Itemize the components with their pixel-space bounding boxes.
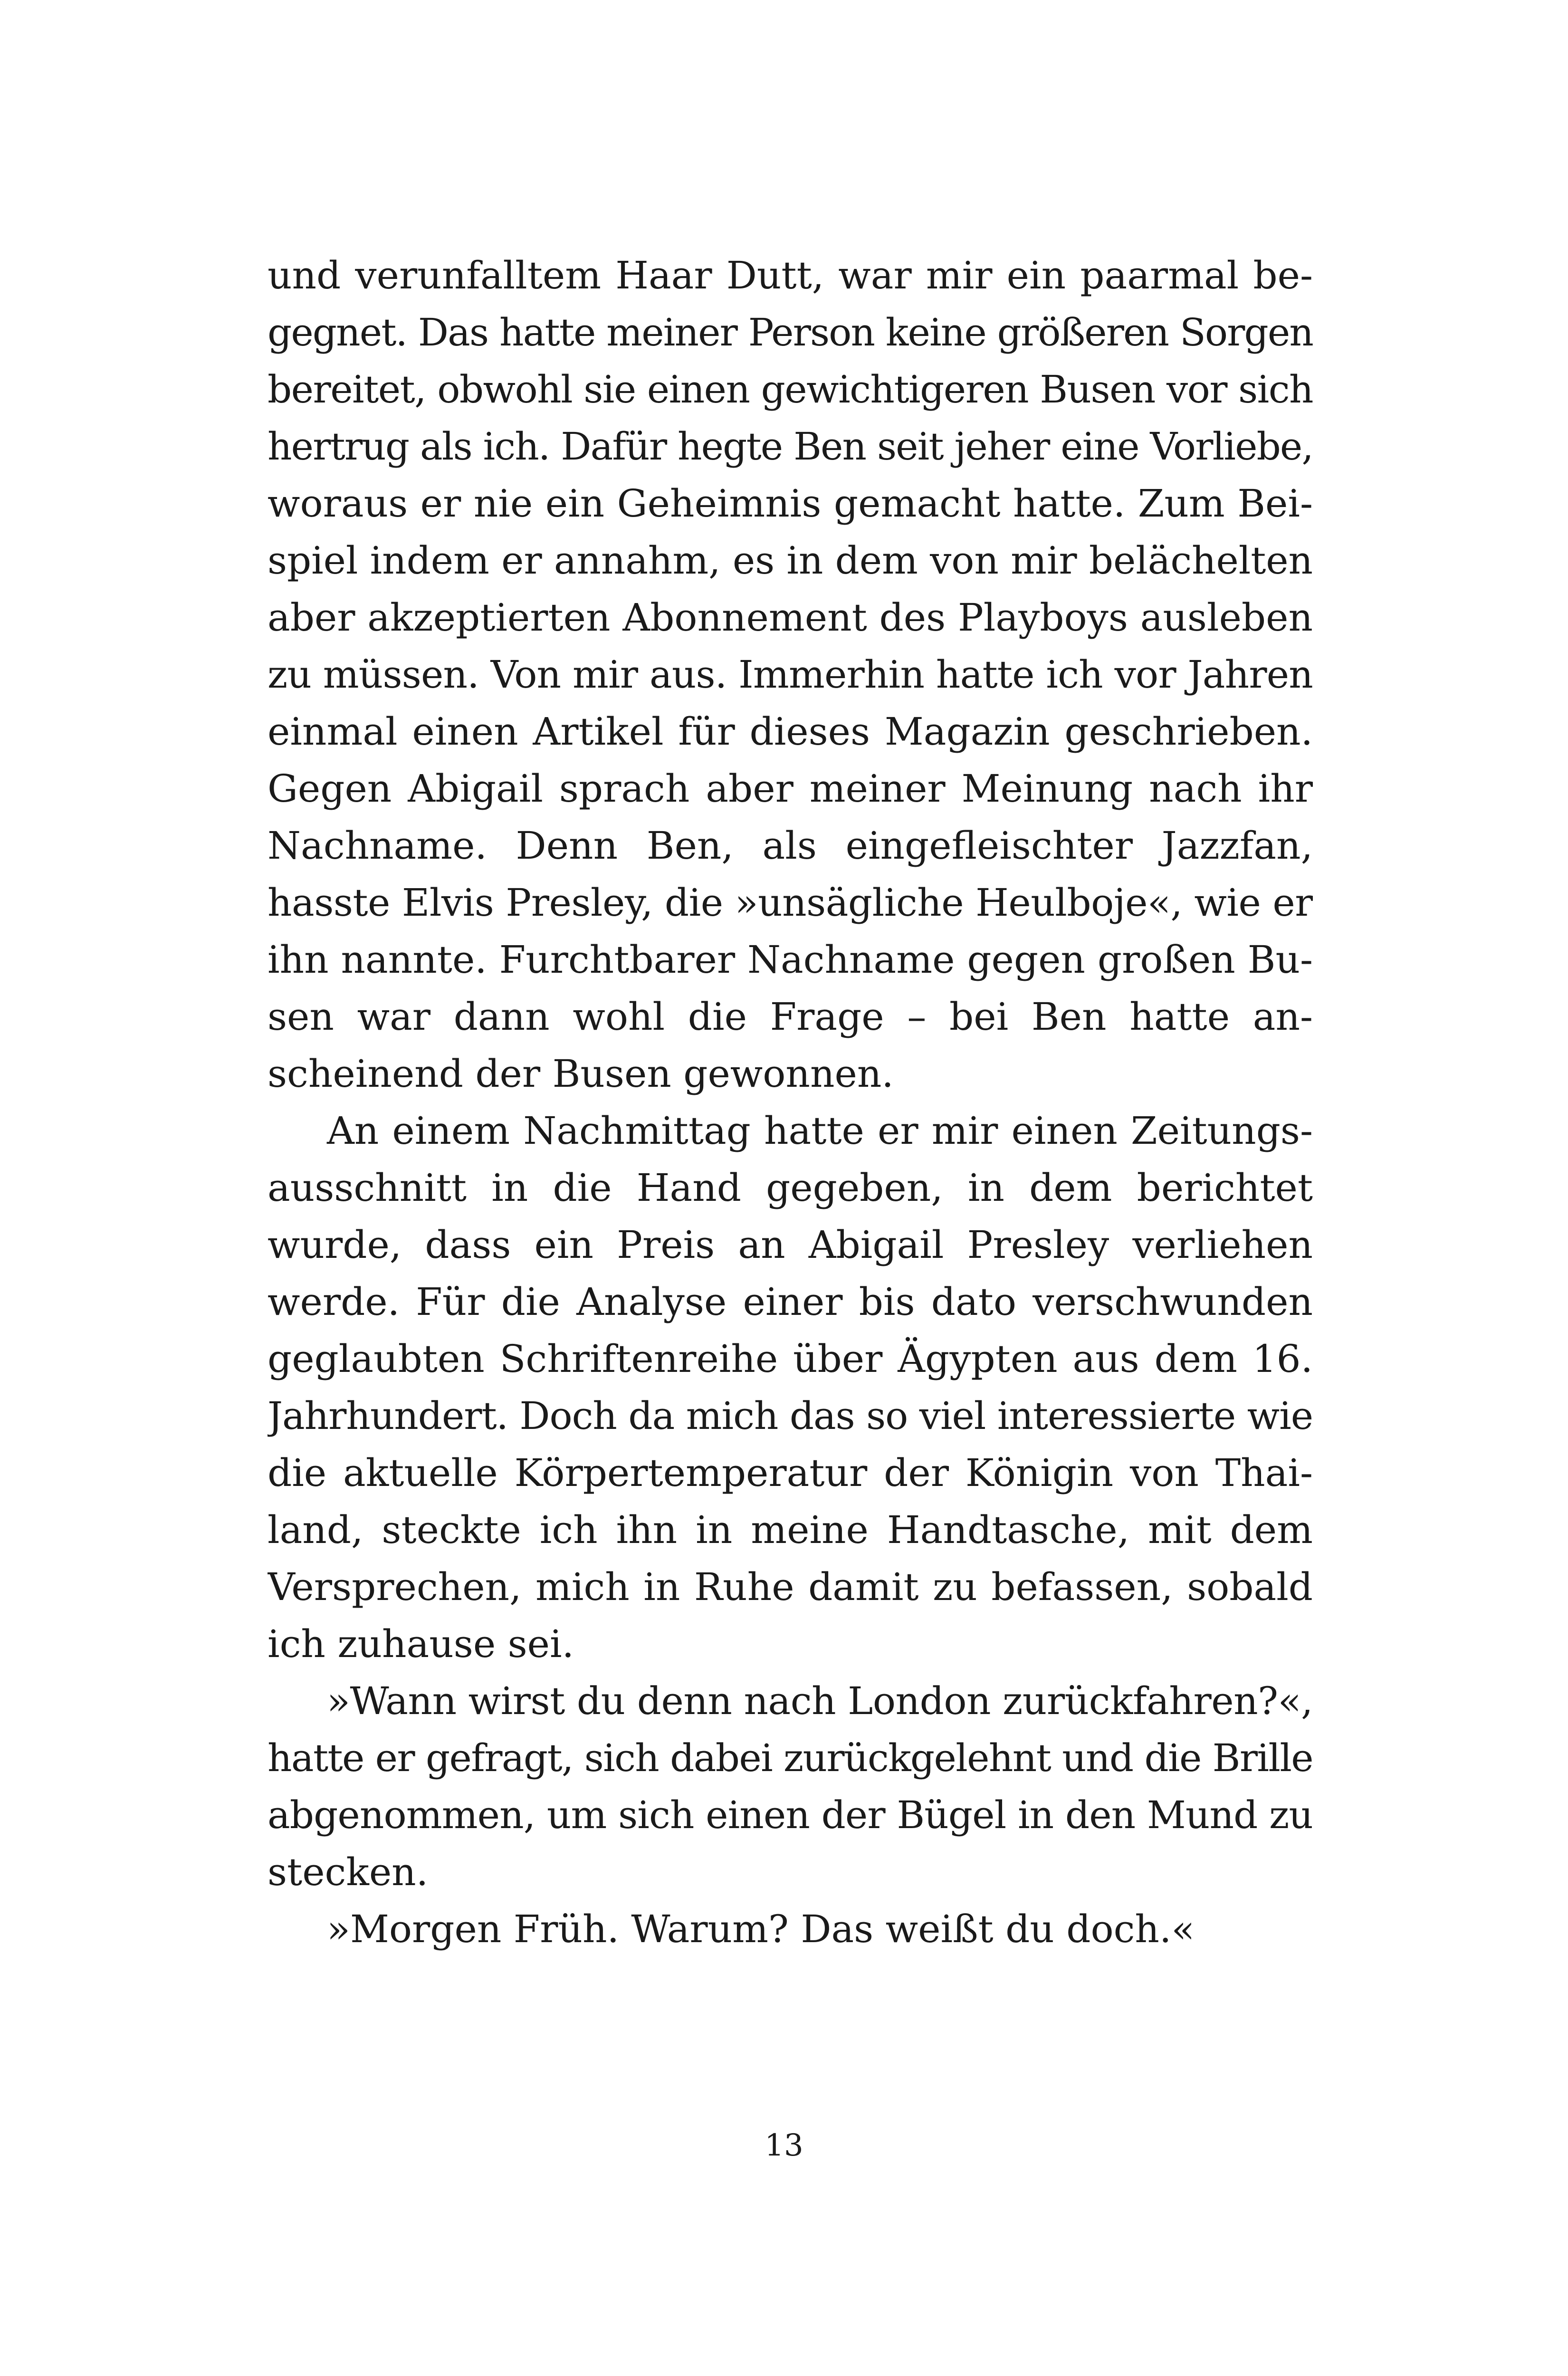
text-line: und verunfalltem Haar Dutt, war mir ein paarmal be- — [268, 253, 1313, 297]
text-line: spiel indem er annahm, es in dem von mir belächelten — [268, 538, 1313, 583]
text-line: »Morgen Früh. Warum? Das weißt du doch.« — [327, 1907, 1195, 1951]
text-line: gegnet. Das hatte meiner Person keine größeren Sorgen — [268, 310, 1313, 354]
text-line: land, steckte ich ihn in meine Handtasche, mit dem — [268, 1508, 1313, 1552]
text-line: hertrug als ich. Dafür hegte Ben seit jeher eine Vorliebe, — [268, 424, 1313, 469]
text-line: woraus er nie ein Geheimnis gemacht hatte. Zum Bei- — [268, 481, 1313, 526]
text-line: Jahrhundert. Doch da mich das so viel interessierte wie — [268, 1394, 1313, 1438]
text-line: stecken. — [268, 1850, 429, 1894]
paragraph — [268, 1673, 1313, 1901]
paragraph — [268, 1102, 1313, 1673]
text-line: werde. Für die Analyse einer bis dato verschwunden — [268, 1280, 1313, 1324]
text-line: einmal einen Artikel für dieses Magazin geschrieben. — [268, 709, 1313, 754]
text-line: scheinend der Busen gewonnen. — [268, 1052, 894, 1096]
text-line: zu müssen. Von mir aus. Immerhin hatte ich vor Jahren — [268, 652, 1313, 697]
text-line: Versprechen, mich in Ruhe damit zu befassen, sobald — [268, 1565, 1313, 1609]
text-line: bereitet, obwohl sie einen gewichtigeren Busen vor sich — [268, 367, 1313, 412]
text-line: hatte er gefragt, sich dabei zurückgelehnt und die Brille — [268, 1736, 1313, 1780]
text-line: sen war dann wohl die Frage – bei Ben hatte an- — [268, 995, 1313, 1039]
text-line: ich zuhause sei. — [268, 1622, 574, 1666]
text-line: hasste Elvis Presley, die »unsägliche Heulboje«, wie er — [268, 881, 1313, 925]
body-text — [268, 247, 1313, 1958]
text-line: Gegen Abigail sprach aber meiner Meinung nach ihr — [268, 766, 1313, 811]
text-line: geglaubten Schriftenreihe über Ägypten aus dem 16. — [268, 1337, 1313, 1381]
paragraph — [268, 247, 1313, 1102]
text-line: »Wann wirst du denn nach London zurückfahren?«, — [327, 1679, 1313, 1723]
text-line: die aktuelle Körpertemperatur der Königin von Thai- — [268, 1451, 1313, 1495]
text-line: aber akzeptierten Abonnement des Playboys ausleben — [268, 595, 1313, 640]
text-line: Nachname. Denn Ben, als eingefleischter Jazzfan, — [268, 824, 1313, 868]
paragraph — [268, 1901, 1313, 1958]
text-line: ihn nannte. Furchtbarer Nachname gegen großen Bu- — [268, 938, 1313, 982]
text-line: An einem Nachmittag hatte er mir einen Zeitungs- — [327, 1109, 1313, 1153]
text-line: wurde, dass ein Preis an Abigail Presley verliehen — [268, 1223, 1313, 1267]
page-number: 13 — [765, 2128, 803, 2163]
text-line: ausschnitt in die Hand gegeben, in dem berichtet — [268, 1166, 1313, 1210]
text-line: abgenommen, um sich einen der Bügel in den Mund zu — [268, 1793, 1313, 1837]
